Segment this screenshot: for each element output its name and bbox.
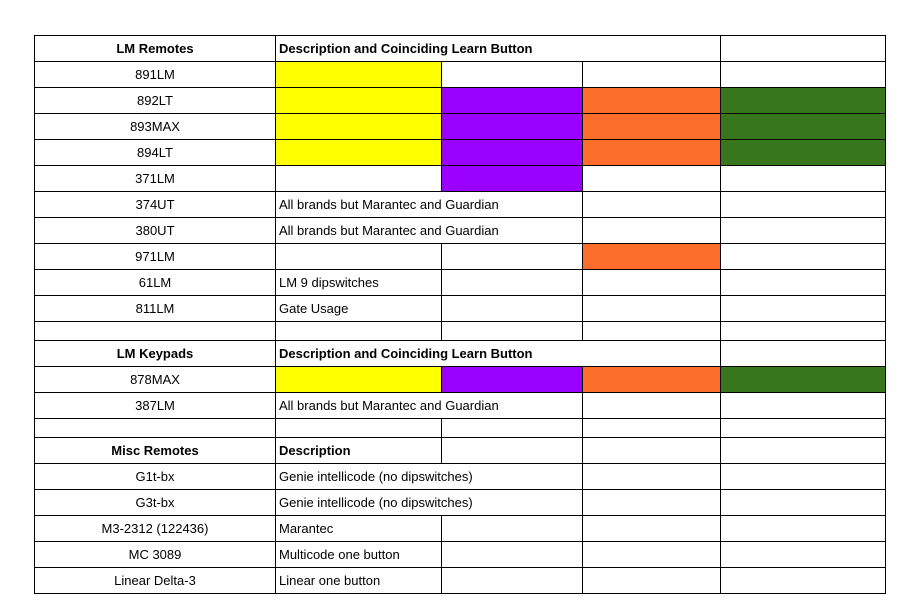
model-name-cell[interactable]: G1t-bx	[35, 464, 276, 490]
description-cell[interactable]: Genie intellicode (no dipswitches)	[276, 464, 583, 490]
green-learn-button-cell[interactable]	[721, 114, 886, 140]
empty-cell[interactable]	[721, 438, 886, 464]
model-name-cell[interactable]: MC 3089	[35, 542, 276, 568]
purple-learn-button-cell[interactable]	[442, 367, 583, 393]
empty-cell[interactable]	[442, 244, 583, 270]
description-cell[interactable]: All brands but Marantec and Guardian	[276, 218, 583, 244]
model-name-cell[interactable]: 891LM	[35, 62, 276, 88]
empty-cell[interactable]	[721, 322, 886, 341]
empty-cell[interactable]	[442, 296, 583, 322]
table-row	[35, 270, 886, 296]
table-row	[35, 218, 886, 244]
empty-cell[interactable]	[583, 393, 721, 419]
empty-cell[interactable]	[721, 341, 886, 367]
description-cell[interactable]: LM 9 dipswitches	[276, 270, 442, 296]
empty-cell[interactable]	[721, 62, 886, 88]
model-name-cell[interactable]: 811LM	[35, 296, 276, 322]
yellow-learn-button-cell[interactable]	[276, 140, 442, 166]
empty-cell[interactable]	[583, 438, 721, 464]
empty-cell[interactable]	[583, 419, 721, 438]
empty-cell[interactable]	[583, 464, 721, 490]
table-row	[35, 568, 886, 594]
model-name-cell[interactable]: 878MAX	[35, 367, 276, 393]
table-row	[35, 62, 886, 88]
empty-cell[interactable]	[721, 490, 886, 516]
table-row	[35, 464, 886, 490]
table-row	[35, 114, 886, 140]
table-row	[35, 36, 886, 62]
spacer-row	[35, 419, 886, 438]
section-description-header-cell[interactable]: Description and Coinciding Learn Button	[276, 36, 721, 62]
table-row	[35, 192, 886, 218]
empty-cell[interactable]	[721, 192, 886, 218]
table-row	[35, 166, 886, 192]
description-cell[interactable]	[276, 244, 442, 270]
model-name-cell[interactable]: 371LM	[35, 166, 276, 192]
table-row	[35, 140, 886, 166]
empty-cell[interactable]	[583, 568, 721, 594]
description-cell[interactable]	[276, 322, 442, 341]
empty-cell[interactable]	[721, 296, 886, 322]
empty-cell[interactable]	[583, 296, 721, 322]
table-row	[35, 438, 886, 464]
yellow-learn-button-cell[interactable]	[276, 114, 442, 140]
empty-cell[interactable]	[442, 438, 583, 464]
description-cell[interactable]: All brands but Marantec and Guardian	[276, 393, 583, 419]
model-name-cell[interactable]: 380UT	[35, 218, 276, 244]
model-name-cell[interactable]: Linear Delta-3	[35, 568, 276, 594]
model-name-cell[interactable]: 894LT	[35, 140, 276, 166]
purple-learn-button-cell[interactable]	[442, 88, 583, 114]
empty-cell[interactable]	[721, 244, 886, 270]
empty-cell[interactable]	[721, 464, 886, 490]
empty-cell[interactable]	[442, 419, 583, 438]
empty-cell[interactable]	[583, 516, 721, 542]
model-name-cell[interactable]: 374UT	[35, 192, 276, 218]
model-name-cell[interactable]: 387LM	[35, 393, 276, 419]
description-cell[interactable]: Linear one button	[276, 568, 442, 594]
empty-cell[interactable]	[721, 542, 886, 568]
empty-cell[interactable]	[442, 62, 583, 88]
orange-learn-button-cell[interactable]	[583, 140, 721, 166]
model-name-cell[interactable]: 893MAX	[35, 114, 276, 140]
section-description-header-cell[interactable]: Description and Coinciding Learn Button	[276, 341, 721, 367]
empty-cell[interactable]	[442, 542, 583, 568]
description-cell[interactable]: Genie intellicode (no dipswitches)	[276, 490, 583, 516]
model-name-cell[interactable]: 892LT	[35, 88, 276, 114]
model-name-cell[interactable]	[35, 322, 276, 341]
purple-learn-button-cell[interactable]	[442, 114, 583, 140]
model-name-cell[interactable]	[35, 419, 276, 438]
empty-cell[interactable]	[721, 166, 886, 192]
purple-learn-button-cell[interactable]	[442, 140, 583, 166]
empty-cell[interactable]	[583, 62, 721, 88]
green-learn-button-cell[interactable]	[721, 140, 886, 166]
green-learn-button-cell[interactable]	[721, 88, 886, 114]
table-row	[35, 88, 886, 114]
spacer-row	[35, 322, 886, 341]
yellow-learn-button-cell[interactable]	[276, 88, 442, 114]
section-header-cell[interactable]: LM Keypads	[35, 341, 276, 367]
model-name-cell[interactable]: 971LM	[35, 244, 276, 270]
empty-cell[interactable]	[442, 516, 583, 542]
empty-cell[interactable]	[442, 270, 583, 296]
description-cell[interactable]	[276, 419, 442, 438]
model-name-cell[interactable]: 61LM	[35, 270, 276, 296]
table-row	[35, 341, 886, 367]
orange-learn-button-cell[interactable]	[583, 114, 721, 140]
orange-learn-button-cell[interactable]	[583, 367, 721, 393]
empty-cell[interactable]	[583, 322, 721, 341]
empty-cell[interactable]	[721, 568, 886, 594]
empty-cell[interactable]	[721, 516, 886, 542]
empty-cell[interactable]	[721, 36, 886, 62]
table-row	[35, 393, 886, 419]
orange-learn-button-cell[interactable]	[583, 244, 721, 270]
empty-cell[interactable]	[721, 393, 886, 419]
table-row	[35, 542, 886, 568]
description-cell[interactable]: All brands but Marantec and Guardian	[276, 192, 583, 218]
description-cell[interactable]: Gate Usage	[276, 296, 442, 322]
description-cell[interactable]: Marantec	[276, 516, 442, 542]
section-header-cell[interactable]: Misc Remotes	[35, 438, 276, 464]
green-learn-button-cell[interactable]	[721, 367, 886, 393]
orange-learn-button-cell[interactable]	[583, 88, 721, 114]
purple-learn-button-cell[interactable]	[442, 166, 583, 192]
yellow-learn-button-cell[interactable]	[276, 367, 442, 393]
table-row	[35, 296, 886, 322]
empty-cell[interactable]	[583, 490, 721, 516]
section-header-cell[interactable]: LM Remotes	[35, 36, 276, 62]
table-row	[35, 367, 886, 393]
table-row	[35, 490, 886, 516]
table-row	[35, 516, 886, 542]
empty-cell[interactable]	[442, 568, 583, 594]
remotes-learn-button-table	[34, 35, 886, 594]
description-cell[interactable]: Multicode one button	[276, 542, 442, 568]
empty-cell[interactable]	[583, 166, 721, 192]
empty-cell[interactable]	[721, 419, 886, 438]
model-name-cell[interactable]: G3t-bx	[35, 490, 276, 516]
empty-cell[interactable]	[583, 192, 721, 218]
model-name-cell[interactable]: M3-2312 (122436)	[35, 516, 276, 542]
empty-cell[interactable]	[583, 542, 721, 568]
empty-cell[interactable]	[721, 270, 886, 296]
section-description-header-cell[interactable]: Description	[276, 438, 442, 464]
empty-cell[interactable]	[442, 322, 583, 341]
empty-cell[interactable]	[583, 270, 721, 296]
table-row	[35, 244, 886, 270]
description-cell[interactable]	[276, 166, 442, 192]
table-body	[35, 36, 886, 594]
empty-cell[interactable]	[721, 218, 886, 244]
empty-cell[interactable]	[583, 218, 721, 244]
yellow-learn-button-cell[interactable]	[276, 62, 442, 88]
